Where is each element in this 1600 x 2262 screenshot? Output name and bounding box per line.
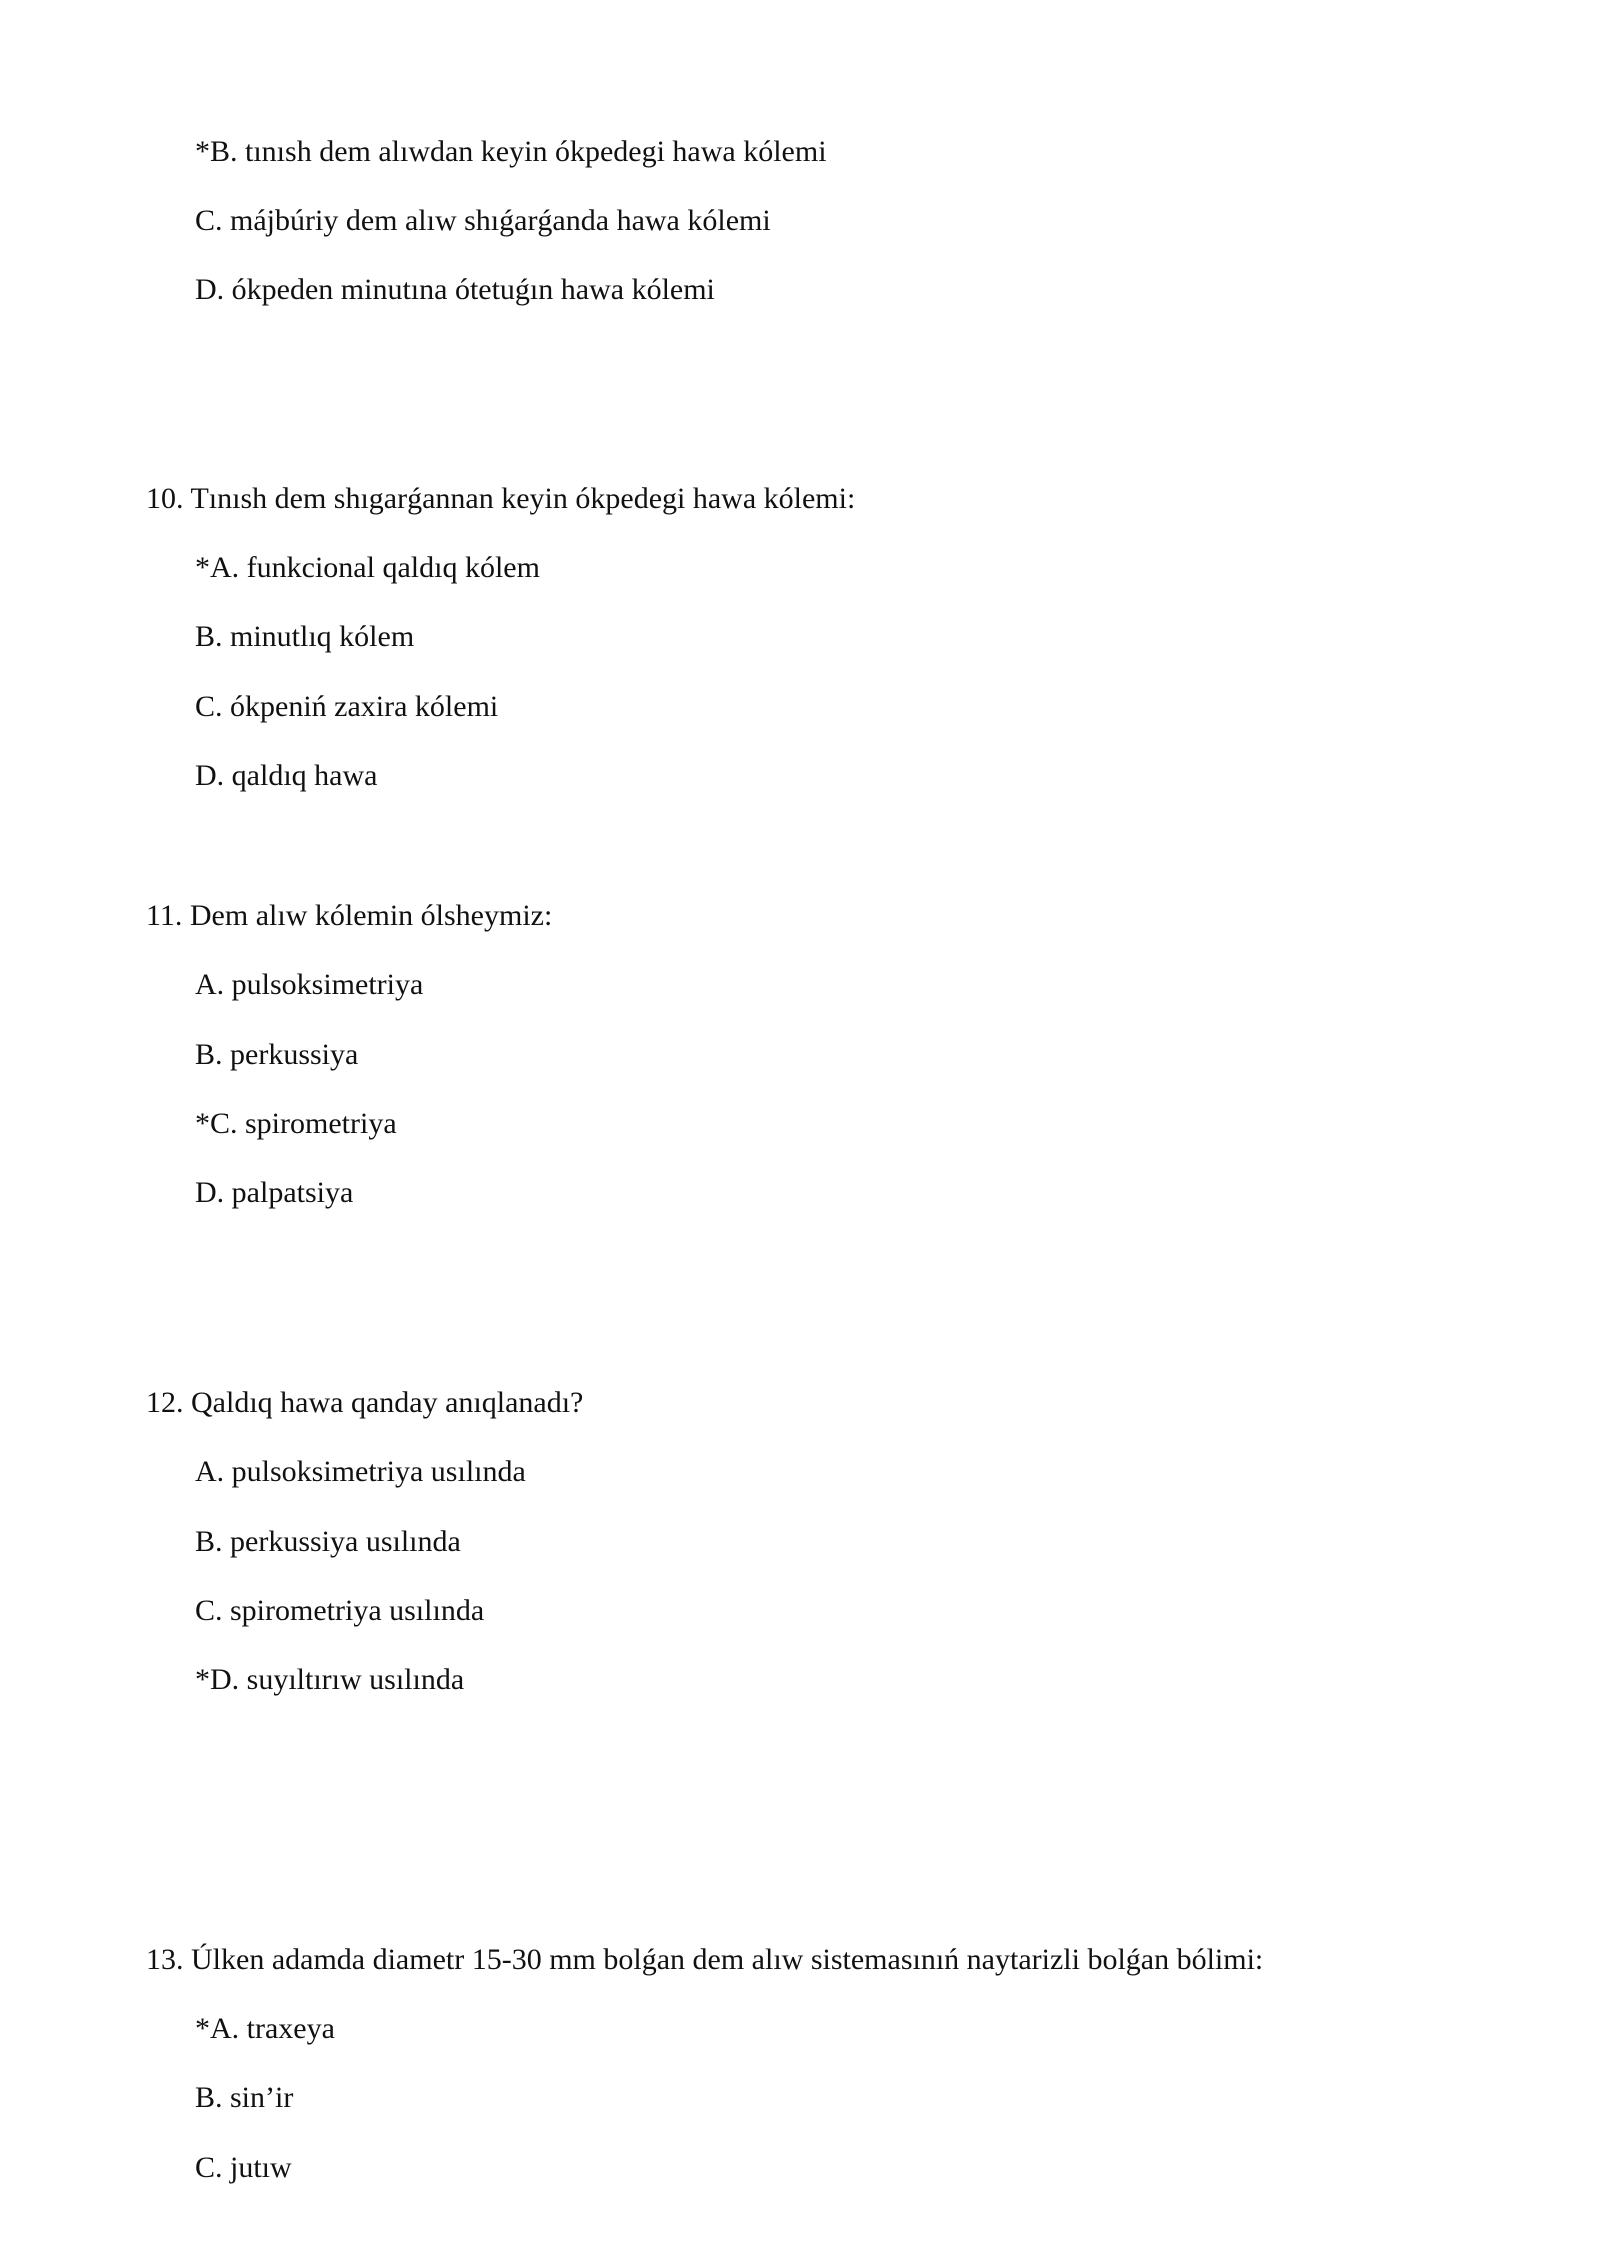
- answer-option: A. pulsoksimetriya usılında: [195, 1455, 526, 1488]
- answer-option: *C. spirometriya: [195, 1107, 397, 1140]
- answer-option: D. palpatsiya: [195, 1176, 354, 1209]
- answer-option: C. jutıw: [195, 2151, 292, 2184]
- answer-option: D. ókpeden minutına ótetuǵın hawa kólemi: [195, 273, 715, 306]
- question-12: 12. Qaldıq hawa qanday anıqlanadı?: [146, 1386, 584, 1419]
- question-10: 10. Tınısh dem shıgarǵannan keyin ókpedegi hawa kólemi:: [146, 482, 856, 515]
- answer-option: B. minutlıq kólem: [195, 620, 415, 653]
- answer-option: *A. traxeya: [195, 2012, 335, 2045]
- question-11: 11. Dem alıw kólemin ólsheymiz:: [146, 899, 553, 932]
- answer-option: B. sin’ir: [195, 2081, 294, 2114]
- question-13: 13. Úlken adamda diametr 15-30 mm bolǵan dem alıw sistemasınıń naytarizli bolǵan bólimi:: [146, 1943, 1264, 1976]
- answer-option: C. ókpeniń zaxira kólemi: [195, 690, 499, 723]
- answer-option: C. májbúriy dem alıw shıǵarǵanda hawa kólemi: [195, 204, 771, 237]
- answer-option: A. pulsoksimetriya: [195, 968, 424, 1001]
- answer-option: B. perkussiya: [195, 1038, 359, 1071]
- answer-option: C. spirometriya usılında: [195, 1594, 485, 1627]
- answer-option: *B. tınısh dem alıwdan keyin ókpedegi hawa kólemi: [195, 135, 827, 168]
- answer-option: *D. suyıltırıw usılında: [195, 1663, 465, 1696]
- answer-option: D. qaldıq hawa: [195, 759, 378, 792]
- answer-option: *A. funkcional qaldıq kólem: [195, 551, 540, 584]
- answer-option: B. perkussiya usılında: [195, 1525, 461, 1558]
